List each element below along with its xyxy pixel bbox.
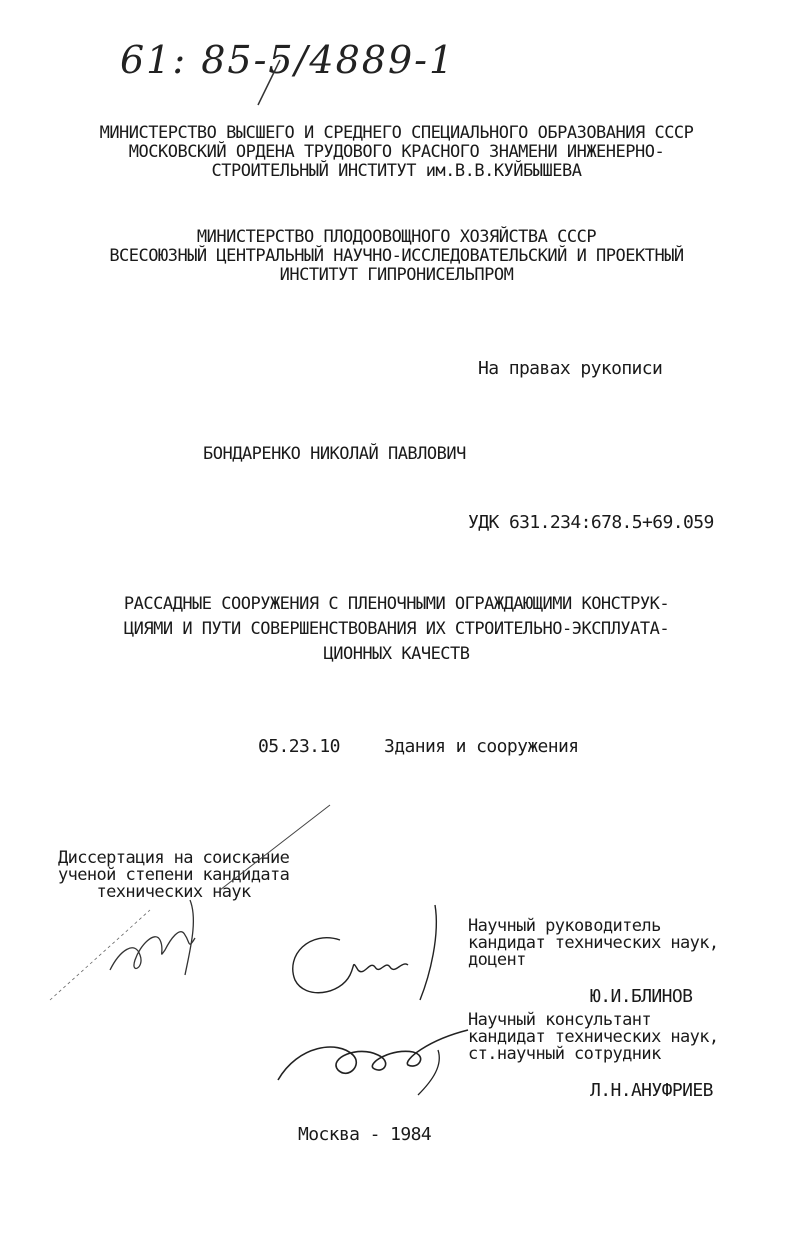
city-year: Москва - 1984 (298, 1124, 432, 1145)
header-line: МИНИСТЕРСТВО ПЛОДООВОЩНОГО ХОЗЯЙСТВА СССР (196, 227, 597, 247)
header-line: ИНСТИТУТ ГИПРОНИСЕЛЬПРОМ (279, 265, 514, 285)
udc-code: УДК 631.234:678.5+69.059 (468, 512, 714, 533)
consultant-name: Л.Н.АНУФРИЕВ (590, 1080, 713, 1101)
supervisor-signature (280, 905, 450, 1005)
supervisor-name: Ю.И.БЛИНОВ (590, 986, 693, 1007)
supervisor-line: Научный руководитель (468, 916, 661, 936)
note-line: технических наук (96, 882, 251, 902)
dissertation-title (0, 592, 793, 667)
header-line: МОСКОВСКИЙ ОРДЕНА ТРУДОВОГО КРАСНОГО ЗНАМЕНИ ИНЖЕНЕРНО- (128, 142, 665, 162)
header-block-ministry-fruit-vegetable (0, 228, 793, 285)
archive-number-stroke (250, 60, 290, 110)
author-name: БОНДАРЕНКО НИКОЛАЙ ПАВЛОВИЧ (203, 444, 466, 464)
title-line: ЦИОННЫХ КАЧЕСТВ (323, 644, 470, 664)
note-line: ученой степени кандидата (58, 865, 290, 885)
archive-number: 61: 85-5/4889-1 (120, 38, 456, 82)
supervisor-line: доцент (468, 950, 526, 970)
consultant-block (468, 1012, 719, 1063)
consultant-line: кандидат технических наук, (468, 1027, 719, 1047)
note-line: Диссертация на соискание (58, 848, 290, 868)
header-block-ministry-education (0, 124, 793, 181)
title-line: РАССАДНЫЕ СООРУЖЕНИЯ С ПЛЕНОЧНЫМИ ОГРАЖДАЮЩИМИ КОНСТРУК- (123, 594, 670, 614)
specialty-code: 05.23.10 (258, 736, 340, 757)
manuscript-rights: На правах рукописи (478, 358, 663, 379)
consultant-line: ст.научный сотрудник (468, 1044, 661, 1064)
specialty-name: Здания и сооружения (384, 736, 579, 757)
consultant-signature (268, 1010, 488, 1100)
header-line: МИНИСТЕРСТВО ВЫСШЕГО И СРЕДНЕГО СПЕЦИАЛЬНОГО ОБРАЗОВАНИЯ СССР (99, 123, 694, 143)
header-line: ВСЕСОЮЗНЫЙ ЦЕНТРАЛЬНЫЙ НАУЧНО-ИССЛЕДОВАТЕЛЬСКИЙ И ПРОЕКТНЫЙ (109, 246, 684, 266)
header-line: СТРОИТЕЛЬНЫЙ ИНСТИТУТ им.В.В.КУЙБЫШЕВА (211, 161, 582, 181)
supervisor-line: кандидат технических наук, (468, 933, 719, 953)
consultant-line: Научный консультант (468, 1010, 652, 1030)
title-line: ЦИЯМИ И ПУТИ СОВЕРШЕНСТВОВАНИЯ ИХ СТРОИТЕЛЬНО-ЭКСПЛУАТА- (123, 619, 670, 639)
supervisor-block (468, 918, 719, 969)
